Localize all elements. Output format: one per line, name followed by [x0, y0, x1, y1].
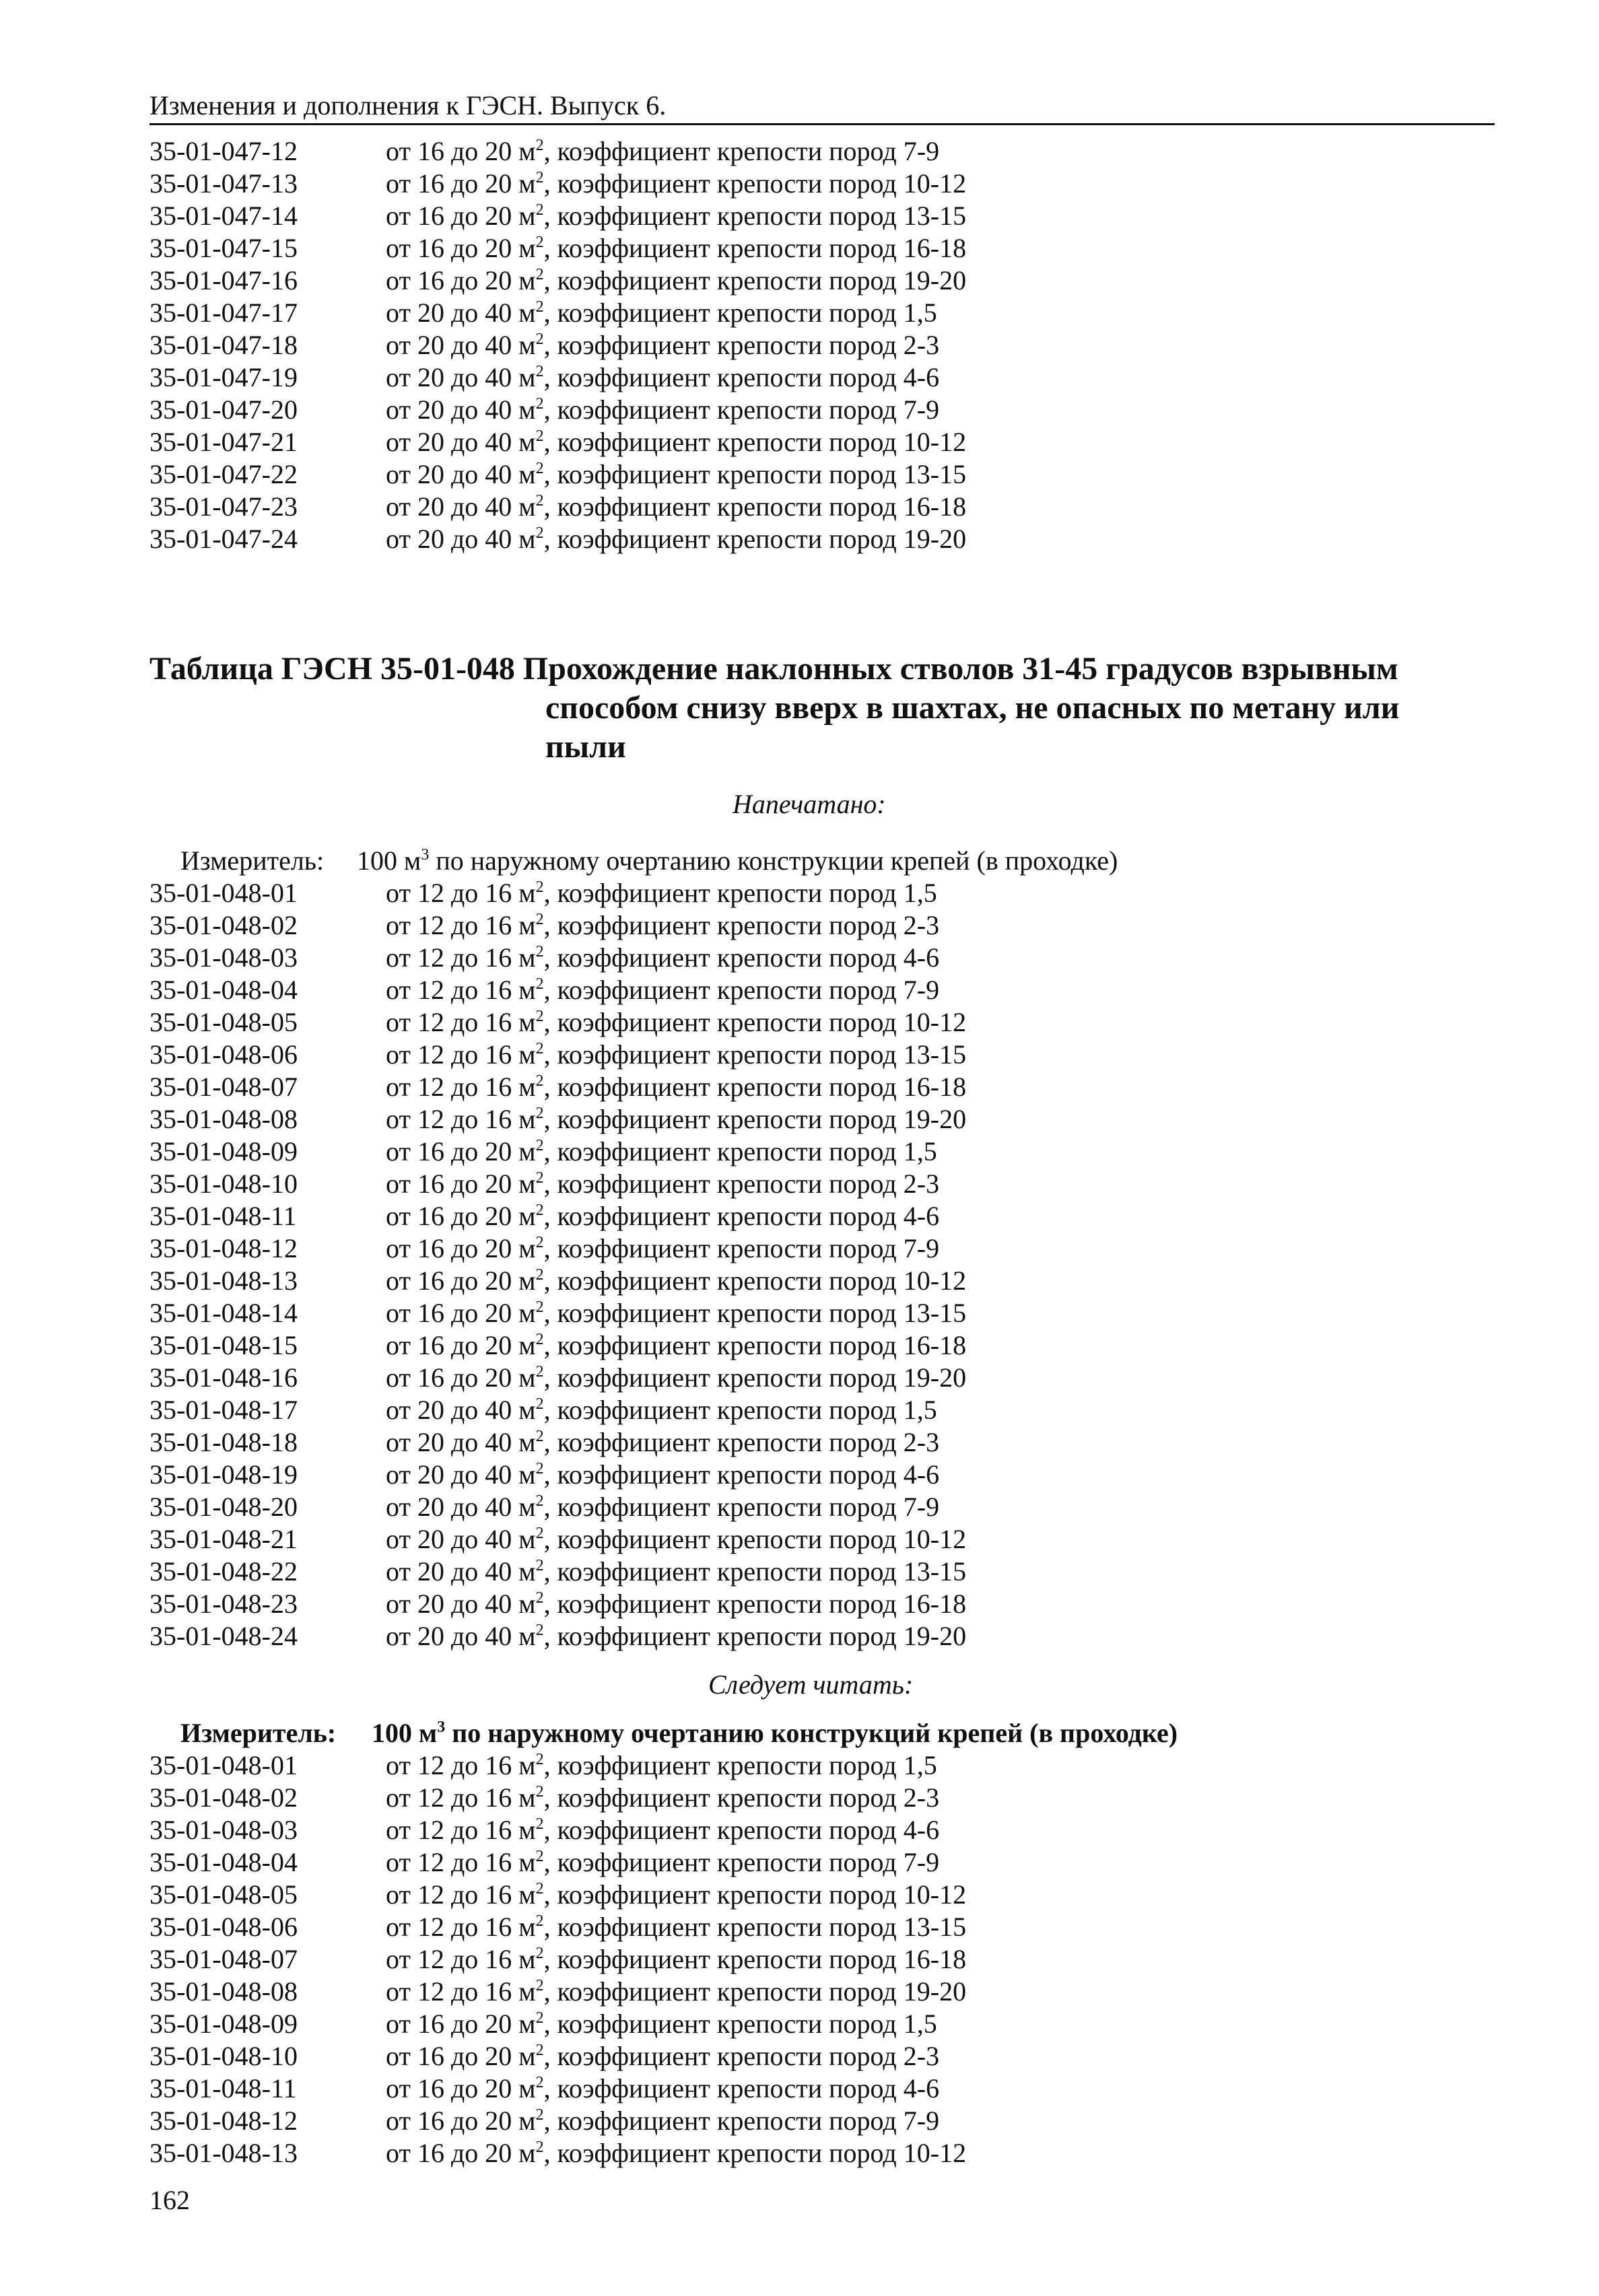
item-description: от 16 до 20 $м^2$, коэффициент крепости пород 19-20	[386, 265, 967, 295]
corrected-note: Следует читать:	[708, 1669, 914, 1700]
item-code: 35-01-048-01	[149, 1750, 298, 1780]
table-title-continued-2: пыли	[545, 729, 626, 765]
item-description: от 16 до 20 $м^2$, коэффициент крепости пород 16-18	[386, 1330, 967, 1360]
item-code: 35-01-048-08	[149, 1976, 298, 2007]
table-title-continued: способом снизу вверх в шахтах, не опасных по метану или	[545, 690, 1400, 726]
item-description: от 16 до 20 $м^2$, коэффициент крепости пород 16-18	[386, 233, 967, 263]
table-title: Таблица ГЭСН 35-01-048 Прохождение наклонных стволов 31-45 градусов взрывным	[149, 651, 1398, 687]
item-description: от 20 до 40 $м^2$, коэффициент крепости пород 4-6	[386, 1459, 940, 1490]
item-code: 35-01-047-20	[149, 394, 298, 425]
item-code: 35-01-047-19	[149, 362, 298, 392]
item-description: от 20 до 40 $м^2$, коэффициент крепости пород 7-9	[386, 1492, 940, 1522]
item-description: от 16 до 20 $м^2$, коэффициент крепости пород 13-15	[386, 1298, 967, 1328]
item-description: от 12 до 16 $м^2$, коэффициент крепости пород 13-15	[386, 1912, 967, 1942]
header-divider	[149, 123, 1495, 125]
item-code: 35-01-048-24	[149, 1621, 298, 1651]
item-description: от 20 до 40 $м^2$, коэффициент крепости пород 1,5	[386, 298, 937, 328]
measure-value: 100 $м^3$ по наружному очертанию конструкций крепей (в проходке)	[372, 1718, 1178, 1748]
item-code: 35-01-048-06	[149, 1039, 298, 1070]
item-code: 35-01-047-16	[149, 265, 298, 295]
item-code: 35-01-048-09	[149, 1136, 298, 1167]
item-code: 35-01-048-02	[149, 1782, 298, 1813]
item-description: от 20 до 40 $м^2$, коэффициент крепости пород 19-20	[386, 1621, 967, 1651]
item-code: 35-01-048-06	[149, 1912, 298, 1942]
item-code: 35-01-048-23	[149, 1589, 298, 1619]
item-description: от 20 до 40 $м^2$, коэффициент крепости пород 10-12	[386, 1524, 967, 1554]
item-code: 35-01-048-11	[149, 1201, 297, 1231]
item-description: от 20 до 40 $м^2$, коэффициент крепости пород 13-15	[386, 1556, 967, 1587]
item-description: от 12 до 16 $м^2$, коэффициент крепости пород 2-3	[386, 1782, 940, 1813]
item-description: от 20 до 40 $м^2$, коэффициент крепости пород 10-12	[386, 427, 967, 457]
item-code: 35-01-048-07	[149, 1072, 298, 1102]
item-code: 35-01-047-15	[149, 233, 298, 263]
item-code: 35-01-047-18	[149, 330, 298, 360]
item-code: 35-01-048-10	[149, 1169, 298, 1199]
item-code: 35-01-048-04	[149, 975, 298, 1005]
item-description: от 16 до 20 $м^2$, коэффициент крепости пород 2-3	[386, 1169, 940, 1199]
item-description: от 16 до 20 $м^2$, коэффициент крепости пород 4-6	[386, 1201, 940, 1231]
item-code: 35-01-047-24	[149, 524, 298, 554]
printed-measure	[180, 845, 1392, 877]
measure-value: 100 $м^3$ по наружному очертанию конструкции крепей (в проходке)	[357, 845, 1118, 876]
item-code: 35-01-047-17	[149, 298, 298, 328]
item-code: 35-01-047-12	[149, 136, 298, 166]
item-description: от 20 до 40 $м^2$, коэффициент крепости пород 1,5	[386, 1395, 937, 1425]
item-code: 35-01-048-12	[149, 2106, 298, 2136]
item-description: от 12 до 16 $м^2$, коэффициент крепости пород 19-20	[386, 1104, 967, 1134]
item-description: от 20 до 40 $м^2$, коэффициент крепости пород 19-20	[386, 524, 967, 554]
item-code: 35-01-047-14	[149, 201, 298, 231]
item-code: 35-01-047-23	[149, 491, 298, 522]
item-code: 35-01-048-01	[149, 878, 298, 908]
item-description: от 16 до 20 $м^2$, коэффициент крепости пород 19-20	[386, 1362, 967, 1393]
item-description: от 16 до 20 $м^2$, коэффициент крепости пород 10-12	[386, 1265, 967, 1296]
item-code: 35-01-048-14	[149, 1298, 298, 1328]
item-description: от 16 до 20 $м^2$, коэффициент крепости пород 7-9	[386, 2106, 940, 2136]
item-description: от 12 до 16 $м^2$, коэффициент крепости пород 7-9	[386, 975, 940, 1005]
item-description: от 16 до 20 $м^2$, коэффициент крепости пород 13-15	[386, 201, 967, 231]
item-code: 35-01-048-17	[149, 1395, 298, 1425]
item-code: 35-01-048-05	[149, 1007, 298, 1037]
running-header: Изменения и дополнения к ГЭСН. Выпуск 6.	[149, 90, 667, 120]
item-code: 35-01-047-22	[149, 459, 298, 489]
item-description: от 12 до 16 $м^2$, коэффициент крепости пород 1,5	[386, 1750, 937, 1780]
item-code: 35-01-048-13	[149, 2138, 298, 2168]
corrected-measure	[180, 1717, 1460, 1749]
measure-label: Измеритель:	[180, 1718, 337, 1748]
item-code: 35-01-048-12	[149, 1233, 298, 1263]
printed-note: Напечатано:	[733, 789, 886, 819]
item-description: от 12 до 16 $м^2$, коэффициент крепости пород 10-12	[386, 1007, 967, 1037]
item-code: 35-01-048-08	[149, 1104, 298, 1134]
item-description: от 16 до 20 $м^2$, коэффициент крепости пород 10-12	[386, 168, 967, 199]
item-description: от 12 до 16 $м^2$, коэффициент крепости пород 13-15	[386, 1039, 967, 1070]
item-code: 35-01-048-22	[149, 1556, 298, 1587]
item-description: от 16 до 20 $м^2$, коэффициент крепости пород 7-9	[386, 136, 940, 166]
item-code: 35-01-047-13	[149, 168, 298, 199]
item-description: от 12 до 16 $м^2$, коэффициент крепости пород 2-3	[386, 910, 940, 940]
item-code: 35-01-048-16	[149, 1362, 298, 1393]
item-description: от 20 до 40 $м^2$, коэффициент крепости пород 4-6	[386, 362, 940, 392]
item-description: от 12 до 16 $м^2$, коэффициент крепости пород 7-9	[386, 1847, 940, 1877]
item-code: 35-01-048-09	[149, 2009, 298, 2039]
item-code: 35-01-048-10	[149, 2041, 298, 2071]
measure-label: Измеритель:	[180, 845, 325, 876]
item-code: 35-01-048-07	[149, 1944, 298, 1974]
item-description: от 16 до 20 $м^2$, коэффициент крепости пород 2-3	[386, 2041, 940, 2071]
item-code: 35-01-048-18	[149, 1427, 298, 1457]
item-description: от 20 до 40 $м^2$, коэффициент крепости пород 2-3	[386, 1427, 940, 1457]
item-description: от 20 до 40 $м^2$, коэффициент крепости пород 13-15	[386, 459, 967, 489]
item-code: 35-01-048-11	[149, 2073, 297, 2103]
item-code: 35-01-048-04	[149, 1847, 298, 1877]
item-code: 35-01-048-20	[149, 1492, 298, 1522]
item-description: от 12 до 16 $м^2$, коэффициент крепости пород 1,5	[386, 878, 937, 908]
item-code: 35-01-048-03	[149, 942, 298, 973]
item-description: от 12 до 16 $м^2$, коэффициент крепости пород 10-12	[386, 1879, 967, 1910]
item-description: от 16 до 20 $м^2$, коэффициент крепости пород 7-9	[386, 1233, 940, 1263]
page-number: 162	[149, 2185, 190, 2215]
item-description: от 20 до 40 $м^2$, коэффициент крепости пород 16-18	[386, 491, 967, 522]
item-code: 35-01-048-02	[149, 910, 298, 940]
item-code: 35-01-047-21	[149, 427, 298, 457]
item-description: от 12 до 16 $м^2$, коэффициент крепости пород 19-20	[386, 1976, 967, 2007]
item-description: от 16 до 20 $м^2$, коэффициент крепости пород 1,5	[386, 2009, 937, 2039]
item-description: от 20 до 40 $м^2$, коэффициент крепости пород 16-18	[386, 1589, 967, 1619]
item-description: от 12 до 16 $м^2$, коэффициент крепости пород 16-18	[386, 1944, 967, 1974]
item-code: 35-01-048-21	[149, 1524, 298, 1554]
item-description: от 12 до 16 $м^2$, коэффициент крепости пород 4-6	[386, 1815, 940, 1845]
item-description: от 20 до 40 $м^2$, коэффициент крепости пород 2-3	[386, 330, 940, 360]
item-description: от 12 до 16 $м^2$, коэффициент крепости пород 16-18	[386, 1072, 967, 1102]
item-code: 35-01-048-13	[149, 1265, 298, 1296]
item-code: 35-01-048-03	[149, 1815, 298, 1845]
item-description: от 12 до 16 $м^2$, коэффициент крепости пород 4-6	[386, 942, 940, 973]
item-description: от 16 до 20 $м^2$, коэффициент крепости пород 10-12	[386, 2138, 967, 2168]
item-description: от 16 до 20 $м^2$, коэффициент крепости пород 1,5	[386, 1136, 937, 1167]
item-code: 35-01-048-15	[149, 1330, 298, 1360]
item-code: 35-01-048-05	[149, 1879, 298, 1910]
item-code: 35-01-048-19	[149, 1459, 298, 1490]
item-description: от 16 до 20 $м^2$, коэффициент крепости пород 4-6	[386, 2073, 940, 2103]
item-description: от 20 до 40 $м^2$, коэффициент крепости пород 7-9	[386, 394, 940, 425]
